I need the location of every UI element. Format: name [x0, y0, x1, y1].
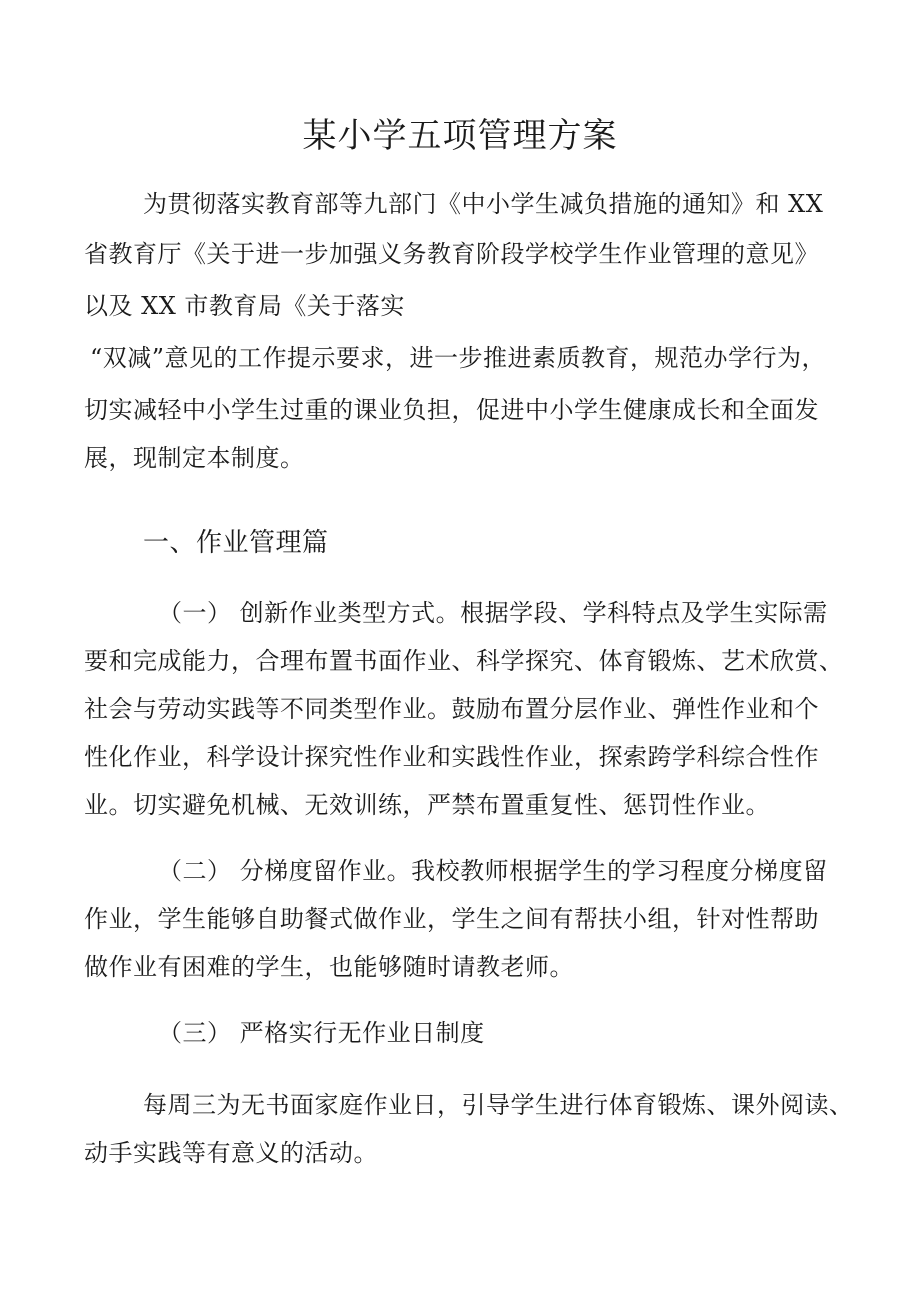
item1-line-2: 要和完成能力，合理布置书面作业、科学探究、体育锻炼、艺术欣赏、: [84, 647, 844, 675]
intro-line-6: 展，现制定本制度。: [84, 444, 305, 472]
intro-line-2: 省教育厅《关于进一步加强义务教育阶段学校学生作业管理的意见》: [84, 240, 819, 268]
item3-line-1: 每周三为无书面家庭作业日，引导学生进行体育锻炼、课外阅读、: [143, 1091, 854, 1119]
intro-line-5: 切实减轻中小学生过重的课业负担，促进中小学生健康成长和全面发: [84, 396, 819, 424]
item1-line-5: 业。切实避免机械、无效训练，严禁布置重复性、惩罚性作业。: [84, 791, 770, 819]
item2-line-3: 做作业有困难的学生，也能够随时请教老师。: [84, 953, 574, 981]
item1-line-1: （一） 创新作业类型方式。根据学段、学科特点及学生实际需: [158, 599, 828, 627]
intro-line-4: “双减”意见的工作提示要求，进一步推进素质教育，规范办学行为，: [90, 344, 827, 372]
section-heading: 一、作业管理篇: [143, 528, 329, 558]
document-title: 某小学五项管理方案: [302, 116, 618, 156]
item2-line-2: 作业，学生能够自助餐式做作业，学生之间有帮扶小组，针对性帮助: [84, 905, 819, 933]
item3-heading: （三） 严格实行无作业日制度: [158, 1019, 485, 1047]
item2-line-1: （二） 分梯度留作业。我校教师根据学生的学习程度分梯度留: [158, 857, 828, 885]
item1-line-3: 社会与劳动实践等不同类型作业。鼓励布置分层作业、弹性作业和个: [84, 695, 819, 723]
item1-line-4: 性化作业，科学设计探究性作业和实践性作业，探索跨学科综合性作: [84, 743, 819, 771]
item3-line-2: 动手实践等有意义的活动。: [84, 1139, 378, 1167]
intro-line-3: 以及 XX 市教育局《关于落实: [84, 292, 405, 320]
intro-line-1: 为贯彻落实教育部等九部门《中小学生减负措施的通知》和 XX: [143, 190, 824, 218]
